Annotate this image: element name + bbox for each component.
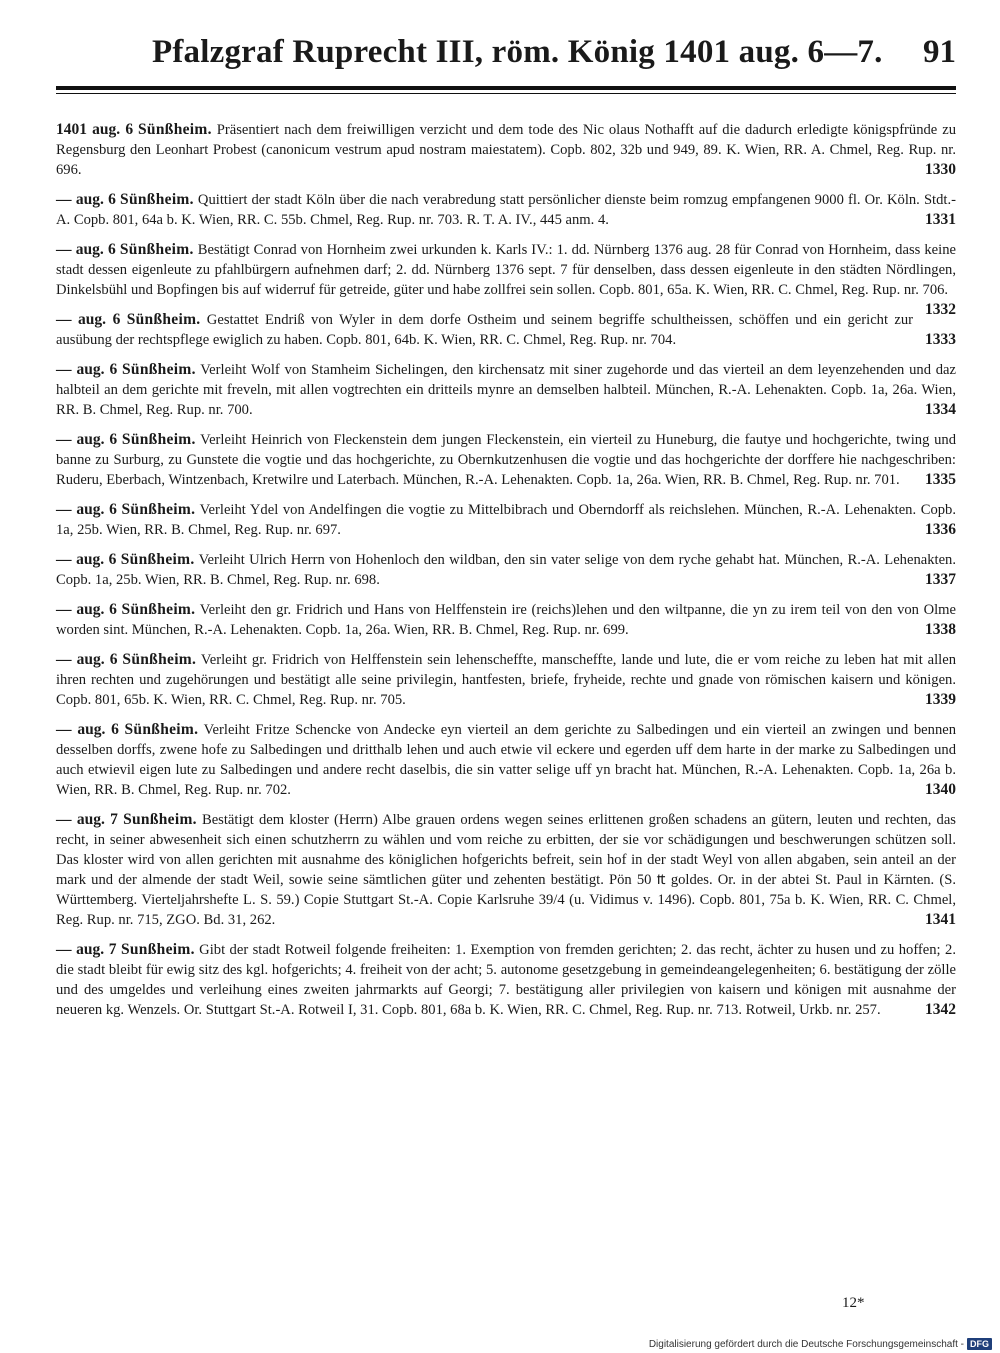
regest-entry xyxy=(56,310,956,350)
entry-number: 1338 xyxy=(925,621,956,638)
footer-text: Digitalisierung gefördert durch die Deutsche Forschungsgemeinschaft - xyxy=(648,1338,964,1350)
regest-entry xyxy=(56,240,956,318)
regest-entry xyxy=(56,430,956,490)
entry-text: Verleiht Ydel von Andelfingen die vogtie zu Mittelbibrach und Oberndorff als reichslehen. München, R.-A. Lehenakten. Copb. 1a, 25b. Wien, RR. B. Chmel, Reg. Rup. nr. 697. xyxy=(56,502,956,538)
entry-place: Sünßheim. xyxy=(122,651,197,668)
entry-text: Verleiht den gr. Fridrich und Hans von Helffenstein ire (reichs)lehen und den wiltpanne, die yn zu irem teil von den von Olme worden sint. München, R.-A. Lehenakten. Copb. 1a, 26a. Wien, RR. B. Chmel, Reg. Rup. nr. 699. xyxy=(56,602,957,638)
entry-date: — aug. 7 xyxy=(56,811,118,828)
page-number: 91 xyxy=(923,34,956,70)
entry-date: — aug. 6 xyxy=(56,431,118,448)
entry-date: — aug. 7 xyxy=(56,941,117,958)
regest-entry xyxy=(56,810,956,930)
regesta-list xyxy=(56,120,956,1030)
regest-entry xyxy=(56,650,956,710)
entry-date: — aug. 6 xyxy=(56,651,118,668)
entry-text: Bestätigt dem kloster (Herrn) Albe grauen ordens wegen seines erlittenen großen schadens an gütern, leuten und rechten, das recht, in seiner abwesenheit sich einen schutzherrn zu wählen und vom reiche zu erbitten, der sie vor schädigungen und beschwerungen schützen soll. Das kloster wird von allen gerichten mit ausnahme des königlichen hofgerichts befreit, sein hof in der stadt Weyl von allen abgaben, sein anteil an der mark und der almende der stadt Weil, sowie seine sämtlichen güter und zehenten bestätigt. Pön 50 ₶ goldes. Or. in der abtei St. Paul in Kärnten. (S. Württemberg. Vierteljahrshefte L. S. 59.) Copie Stuttgart St.-A. Copie Karlsruhe 39/4 (u. Vidimus v. 1496). Copb. 801, 75a b. K. Wien, RR. C. Chmel, Reg. Rup. nr. 715, ZGO. Bd. 31, 262. xyxy=(56,812,956,928)
regest-entry xyxy=(56,500,956,540)
entry-text: Quittiert der stadt Köln über die nach verabredung statt persönlicher dienste beim romzug empfangenen 9000 fl. Or. Köln. Stdt.-A. Copb. 801, 64a b. K. Wien, RR. C. 55b. Chmel, Reg. Rup. nr. 703. R. T. A. IV., 445 anm. 4. xyxy=(56,192,956,228)
entry-text: Bestätigt Conrad von Hornheim zwei urkunden k. Karls IV.: 1. dd. Nürnberg 1376 aug. 28 für Conrad von Hornheim, dass keine stadt dessen eigenleute zu pfahlbürgern aufnehmen darf; 2. dd. Nürnberg 1376 sept. 7 für denselben, dass dessen eigenleute in den städten Nördlingen, Dinkelsbühl und Bopfingen bis auf widerruf für getreide, güter und habe zollfrei sein sollen. Copb. 801, 65a. K. Wien, RR. C. Chmel, Reg. Rup. nr. 706. xyxy=(56,242,956,298)
entry-text: Verleiht gr. Fridrich von Helffenstein sein lehenscheffte, manscheffte, lande und lute, die er vom reiche zu leben hat mit allen ihren rechten und zugehörungen und bestätigt alle seine privilegin, hantfesten, briefe, fryheide, rechte und gnade von römischen kaisern und königen. Copb. 801, 65b. K. Wien, RR. C. Chmel, Reg. Rup. nr. 705. xyxy=(56,652,957,708)
entry-date: — aug. 6 xyxy=(56,241,116,258)
entry-place: Sünßheim. xyxy=(121,601,196,618)
entry-text: Verleiht Ulrich Herrn von Hohenloch den wildban, den sin vater selige von dem ryche gehabt hat. München, R.-A. Lehenakten. Copb. 1a, 25b. Wien, RR. B. Chmel, Reg. Rup. nr. 698. xyxy=(56,552,956,588)
entry-date: — aug. 6 xyxy=(56,191,116,208)
entry-number: 1342 xyxy=(925,1001,956,1018)
entry-number: 1336 xyxy=(925,521,956,538)
entry-text: Verleiht Heinrich von Fleckenstein dem jungen Fleckenstein, ein vierteil zu Huneburg, die fautye und hochgerichte, twing und banne zu Surburg, zu Gunstete die vogtie und das hochgerichte, zu Obernkutzenhusen die vogtie und das hochgerichte der dorffere hie nachgeschriben: Ruderu, Eberbach, Wintzenbach, Kretwilre und Laterbach. München, R.-A. Lehenakten. Copb. 1a, 26a. Wien, RR. B. Chmel, Reg. Rup. nr. 701. xyxy=(56,432,956,488)
dfg-logo-icon: DFG xyxy=(967,1338,992,1350)
header-rule-thin xyxy=(56,93,956,94)
entry-text: Verleiht Fritze Schencke von Andecke eyn vierteil an dem gerichte zu Salbedingen und ein vierteil an zwingen und bennen desselben dorffs, zwene hofe zu Salbedingen und dritthalb lehen und auch etwie vil eckere und egerden uff dem harte in der marke zu Salbedingen und auch etwievil eigen lute zu Salbedingen und andere recht daselbis, die sin vatter selige uff yn bracht hat. München, R.-A. Lehenakten. Copb. 1a, 26a b. Wien, RR. B. Chmel, Reg. Rup. nr. 702. xyxy=(56,722,957,798)
entry-place: Sunßheim. xyxy=(120,941,195,958)
entry-place: Sünßheim. xyxy=(121,361,196,378)
entry-date: — aug. 6 xyxy=(56,361,118,378)
entry-text: Präsentiert nach dem freiwilligen verzicht und dem tode des Nic olaus Nothafft auf die dadurch erledigte königspfründe zu Regensburg den Leonhart Probest (canonicum vestrum apud nostram maiestatem). Copb. 802, 32b und 949, 89. K. Wien, RR. A. Chmel, Reg. Rup. nr. 696. xyxy=(56,122,956,178)
entry-number: 1339 xyxy=(925,691,956,708)
regest-entry xyxy=(56,940,956,1020)
regest-entry xyxy=(56,600,956,640)
entry-date: — aug. 6 xyxy=(56,721,119,738)
header-rule-thick xyxy=(56,86,956,90)
page-header xyxy=(56,34,956,80)
entry-text: Gestattet Endriß von Wyler in dem dorfe Ostheim und seinem begriffe schultheissen, schöffen und ein gericht zur ausübung der rechtspflege ewiglich zu haben. Copb. 801, 64b. K. Wien, RR. C. Chmel, Reg. Rup. nr. 704. xyxy=(56,312,913,348)
entry-date: — aug. 6 xyxy=(56,501,117,518)
regest-entry xyxy=(56,360,956,420)
entry-place: Sünßheim. xyxy=(121,501,196,518)
regest-entry xyxy=(56,720,956,800)
entry-place: Sünßheim. xyxy=(120,191,194,208)
entry-number: 1341 xyxy=(925,911,956,928)
folio-signature: 12* xyxy=(842,1295,865,1311)
entry-place: Sünßheim. xyxy=(121,431,196,448)
entry-date: — aug. 6 xyxy=(56,311,121,328)
entry-place: Sünßheim. xyxy=(124,721,199,738)
entry-place: Sünßheim. xyxy=(120,551,195,568)
entry-number: 1332 xyxy=(925,301,956,318)
entry-place: Sünßheim. xyxy=(126,311,201,328)
entry-number: 1334 xyxy=(925,401,956,418)
regest-entry xyxy=(56,550,956,590)
entry-number: 1340 xyxy=(925,781,956,798)
entry-number: 1335 xyxy=(925,471,956,488)
entry-date: — aug. 6 xyxy=(56,601,117,618)
entry-number: 1330 xyxy=(925,161,956,178)
entry-place: Sünßheim. xyxy=(119,241,194,258)
entry-number: 1333 xyxy=(925,331,956,348)
entry-number: 1331 xyxy=(925,211,956,228)
regest-entry xyxy=(56,120,956,180)
entry-place: Sunßheim. xyxy=(123,811,197,828)
entry-number: 1337 xyxy=(925,571,956,588)
regest-entry xyxy=(56,190,956,230)
entry-place: Sünßheim. xyxy=(138,121,212,138)
digitization-footer xyxy=(649,1337,992,1351)
entry-text: Verleiht Wolf von Stamheim Sichelingen, den kirchensatz mit siner zugehorde und das vierteil an dem leyenzehenden und daz halbteil an dem gerichte mit freveln, mit allen vogtrechten ein dritteils mynre an demselben halbteil. München, R.-A. Lehenakten. Copb. 1a, 26a. Wien, RR. B. Chmel, Reg. Rup. nr. 700. xyxy=(56,362,957,418)
entry-date: 1401 aug. 6 xyxy=(56,121,134,138)
entry-date: — aug. 6 xyxy=(56,551,117,568)
running-title: Pfalzgraf Ruprecht III, röm. König 1401 aug. 6—7. xyxy=(152,34,883,70)
entry-text: Gibt der stadt Rotweil folgende freiheiten: 1. Exemption von fremden gerichten; 2. das recht, ächter zu husen und zu hoffen; 2. die stadt bleibt für ewig sitz des kgl. hofgerichts; 4. freiheit von der acht; 5. autonome gesetzgebung in gemeindeangelegenheiten; 6. bestätigung der zölle und des umgeldes und verleihung eines zweiten jahrmarkts auf Georgi; 7. bestätigung aller privilegien von kaisern und königen mit ausnahme der neueren kg. Wenzels. Or. Stuttgart St.-A. Rotweil I, 31. Copb. 801, 68a b. K. Wien, RR. C. Chmel, Reg. Rup. nr. 713. Rotweil, Urkb. nr. 257. xyxy=(56,942,956,1018)
